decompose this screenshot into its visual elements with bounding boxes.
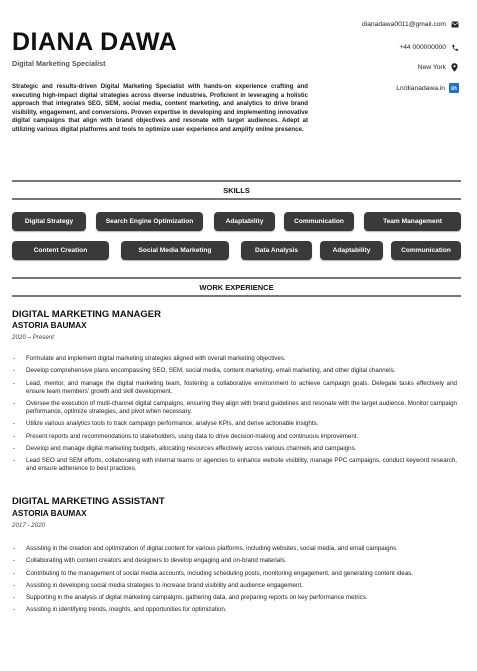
skill-pill: Team Management: [364, 212, 461, 231]
contact-phone[interactable]: [399, 43, 459, 52]
skill-pill: Communication: [284, 212, 354, 231]
skills-heading: SKILLS: [12, 180, 461, 200]
skill-pill: Adaptability: [320, 241, 383, 260]
skill-pill: Adaptability: [214, 212, 275, 231]
list-item: - Utilize various analytics tools to track campaign performance, analyse KPIs, and derive actionable insights.: [12, 420, 457, 428]
phone-text: +44 000000000: [399, 44, 446, 51]
phone-icon: [450, 43, 459, 52]
job-company: ASTORIA BAUMAX: [12, 509, 87, 518]
email-text: dianadawa0011@gmail.com: [362, 21, 446, 28]
list-item: - Assisting in developing social media strategies to increase brand visibility and audience engagement.: [12, 582, 457, 590]
location-pin-icon: [450, 63, 459, 72]
contact-location: [418, 63, 459, 72]
candidate-name: DIANA DAWA: [12, 28, 178, 56]
list-item: - Supporting in the analysis of digital marketing campaigns, gathering data, and preparing reports on key performance metrics.: [12, 594, 457, 602]
list-item: - Present reports and recommendations to stakeholders, using data to drive decision-making and continuous improvement.: [12, 433, 457, 441]
linkedin-text: Ln/dianadawa.in: [396, 84, 445, 92]
job-dates: 2017 - 2020: [12, 522, 46, 529]
contact-email[interactable]: [362, 20, 459, 29]
skill-pill: Search Engine Optimization: [96, 212, 203, 231]
email-icon: [450, 20, 459, 29]
list-item: - Lead, mentor, and manage the digital marketing team, fostering a collaborative environment to achieve campaign goals. Delegate tasks effectively and ensure team members' growth and skill development.: [12, 380, 457, 396]
job-company: ASTORIA BAUMAX: [12, 321, 87, 330]
list-item: - Develop comprehensive plans encompassing SEO, SEM, social media, content marketing, email marketing, and other digital channels.: [12, 367, 457, 375]
list-item: - Oversee the execution of multi-channel digital campaigns, ensuring they align with brand guidelines and resonate with the target audience. Monitor campaign performance, optimize strategies, and pivot when necessary.: [12, 400, 457, 416]
skill-pill: Content Creation: [12, 241, 109, 260]
linkedin-icon: in: [449, 83, 459, 93]
skill-pill: Communication: [391, 241, 461, 260]
candidate-role: Digital Marketing Specialist: [12, 59, 106, 68]
location-text: New York: [417, 64, 446, 71]
list-item: - Contributing to the management of social media accounts, including scheduling posts, monitoring engagement, and generating content ideas.: [12, 570, 457, 578]
job-responsibilities: [12, 355, 457, 478]
job-title: DIGITAL MARKETING ASSISTANT: [12, 496, 165, 507]
work-experience-heading: WORK EXPERIENCE: [12, 277, 461, 297]
job-responsibilities: [12, 545, 457, 619]
list-item: - Collaborating with content creators and designers to develop engaging and on-brand materials.: [12, 557, 457, 565]
skill-pill: Data Analysis: [241, 241, 312, 260]
skill-pill: Digital Strategy: [12, 212, 86, 231]
list-item: - Develop and manage digital marketing budgets, allocating resources effectively across various channels and campaigns.: [12, 445, 457, 453]
profile-summary: Strategic and results-driven Digital Marketing Specialist with hands-on experience crafting and executing high-impact digital strategies across diverse industries. Proficient in leveraging a holistic approach that integrates SEO, SEM, social media, content marketing, and analytics to drive brand visibility, engagement, and conversions. Proven expertise in developing and implementing innovative digital campaigns that align with brand objectives and resonate with target audiences. Adept at utilizing various digital platforms and tools to optimize user experience and amplify online presence.: [12, 83, 308, 133]
list-item: - Lead SEO and SEM efforts, collaborating with internal teams or agencies to enhance website visibility, manage PPC campaigns, conduct keyword research, and ensure adherence to best practices.: [12, 457, 457, 473]
job-title: DIGITAL MARKETING MANAGER: [12, 309, 162, 320]
skill-pill: Social Media Marketing: [121, 241, 229, 260]
list-item: - Assisting in identifying trends, insights, and opportunities for optimization.: [12, 606, 457, 614]
list-item: - Assisting in the creation and optimization of digital content for various platforms, including websites, social media, and email campaigns.: [12, 545, 457, 553]
job-dates: 2020 – Present: [12, 334, 54, 341]
list-item: - Formulate and implement digital marketing strategies aligned with overall marketing objectives.: [12, 355, 457, 363]
contact-linkedin[interactable]: [396, 83, 459, 93]
